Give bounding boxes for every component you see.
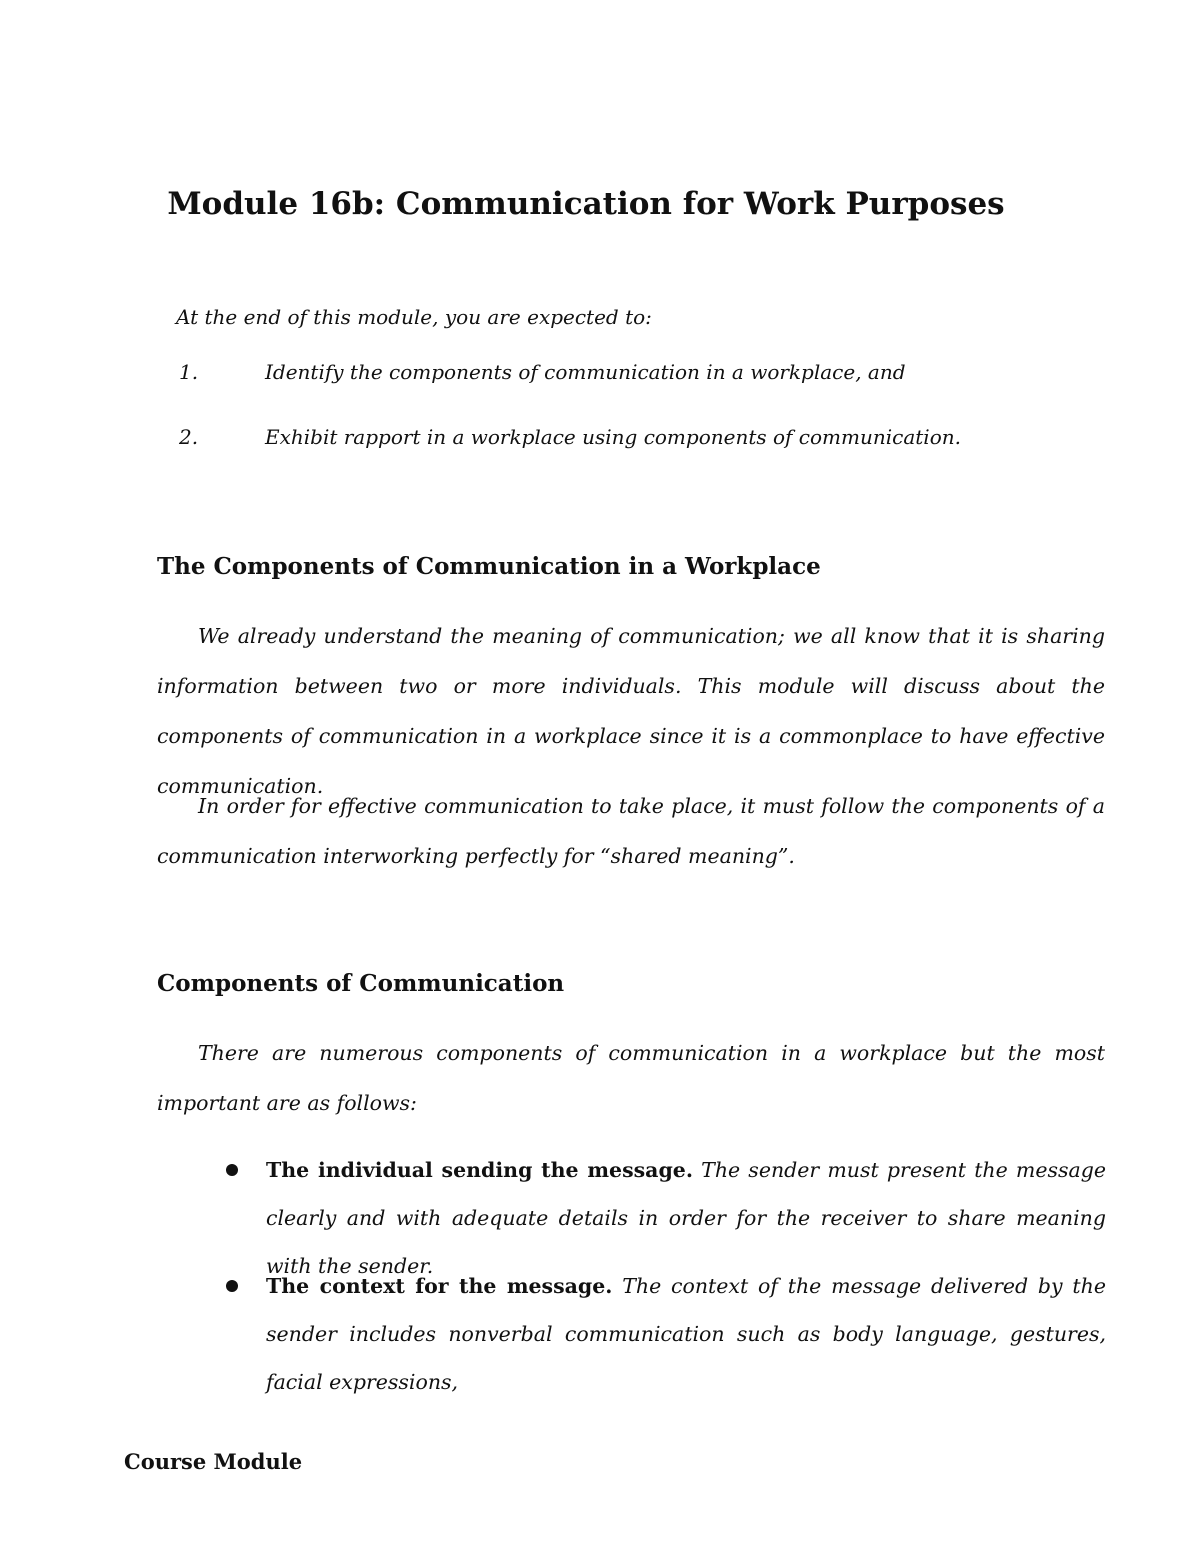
bullet-term: The context for the message. <box>266 1274 613 1298</box>
objectives-intro: At the end of this module, you are expected to: <box>176 305 652 329</box>
objective-text: Identify the components of communication in a workplace, and <box>265 360 906 384</box>
bullet-term: The individual sending the message. <box>266 1158 693 1182</box>
objective-number: 1. <box>179 360 199 384</box>
bullet-text: The context of the message delivered by the sender includes nonverbal communication such as body language, gestures, facial expressions, <box>266 1274 1106 1394</box>
objective-number: 2. <box>179 425 199 449</box>
page-title: Module 16b: Communication for Work Purposes <box>167 186 1005 222</box>
section-heading-components: Components of Communication <box>157 970 565 997</box>
objective-text: Exhibit rapport in a workplace using components of communication. <box>265 425 961 449</box>
bullet-icon <box>226 1280 238 1292</box>
paragraph: In order for effective communication to take place, it must follow the components of a communication interworking perfectly for “shared meaning”. <box>157 794 1105 868</box>
paragraph: We already understand the meaning of communication; we all know that it is sharing information between two or more individuals. This module will discuss about the components of communication in a workplace since it is a commonplace to have effective communication. <box>157 624 1105 798</box>
paragraph: There are numerous components of communication in a workplace but the most important are as follows: <box>157 1041 1105 1115</box>
page-footer: Course Module <box>124 1449 303 1474</box>
bullet-content <box>266 1262 1106 1406</box>
section-heading-workplace-components: The Components of Communication in a Workplace <box>157 553 821 580</box>
bullet-text: The sender must present the message clearly and with adequate details in order for the receiver to share meaning with the sender. <box>266 1158 1106 1278</box>
bullet-icon <box>226 1164 238 1176</box>
